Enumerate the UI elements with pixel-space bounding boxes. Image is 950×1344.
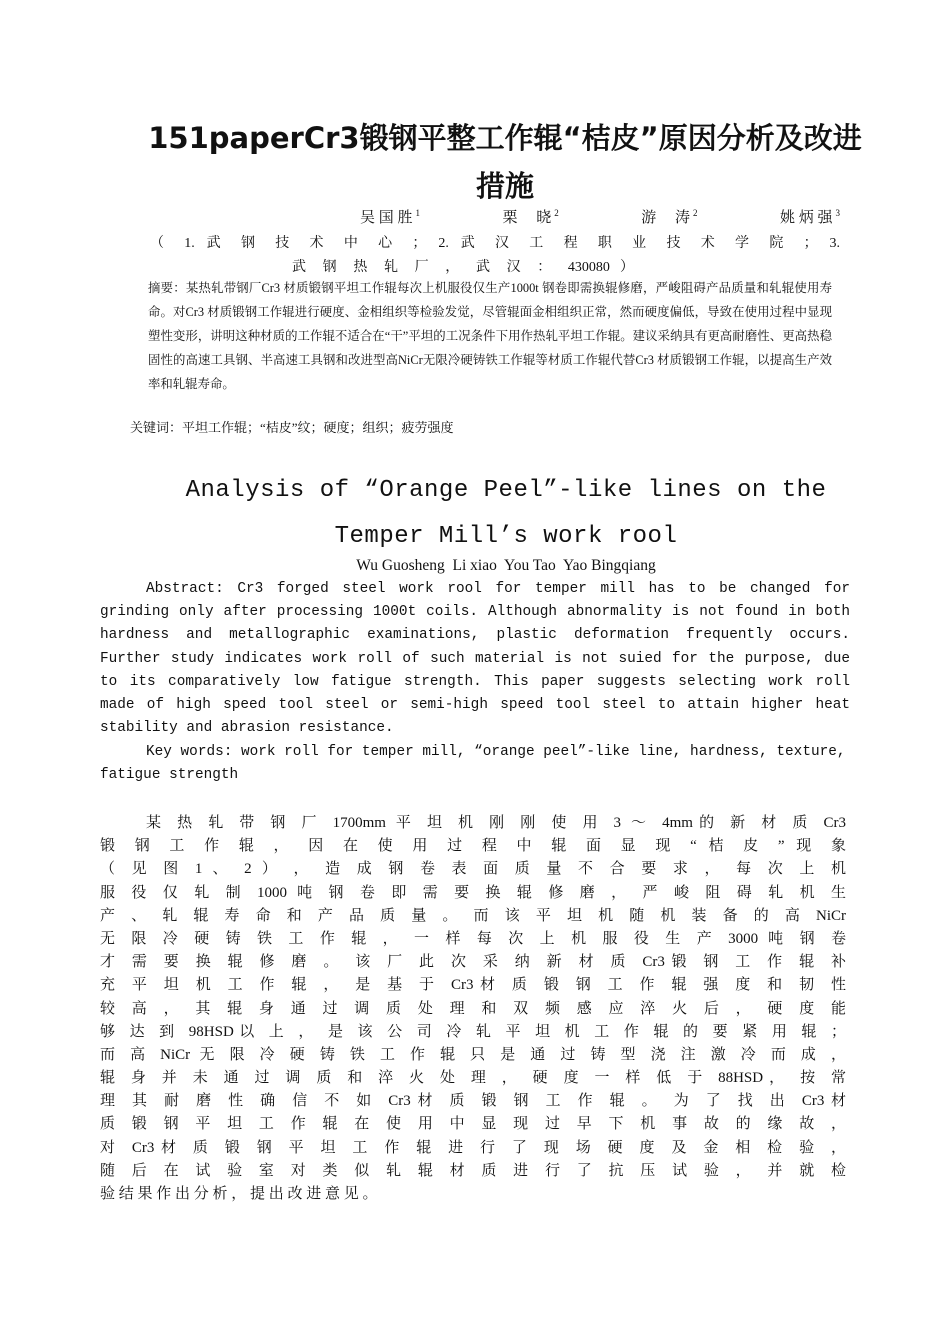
body-line: 而 高 NiCr 无 限 冷 硬 铸 铁 工 作 辊 只 是 通 过 铸 型 浇 注 激 冷 而 成 ， xyxy=(100,1046,846,1063)
chinese-authors xyxy=(360,206,840,227)
body-line: 某 热 轧 带 钢 厂 1700mm 平 坦 机 刚 刚 使 用 3 ～ 4mm的 新 材 质 Cr3 xyxy=(146,815,846,831)
author-3: 游 涛 $^2$ xyxy=(641,208,698,226)
body-line: 产 、 轧 辊 寿 命 和 产 品 质 量 。 而 该 平 坦 机 随 机 装 备 的 高 NiCr xyxy=(100,907,846,924)
english-title: Analysis of “Orange Peel”-like lines on the Temper Mill’s work rool xyxy=(185,477,827,550)
body-line: 对 Cr3材 质 锻 钢 平 坦 工 作 辊 进 行 了 现 场 硬 度 及 金 相 检 验 ， xyxy=(100,1139,846,1156)
body-line: 较 高 ， 其 辊 身 通 过 调 质 处 理 和 双 频 感 应 淬 火 后 ， 硬 度 能 xyxy=(100,1000,846,1017)
body-line: 无 限 冷 硬 铸 铁 工 作 辊 ， 一 样 每 次 上 机 服 役 生 产 3000 吨 钢 卷 xyxy=(100,930,846,947)
body-line: 验 结 果 作 出 分 析 ， 提 出 改 进 意 见 。 xyxy=(100,1186,378,1202)
body-line: 质 锻 钢 平 坦 工 作 辊 在 使 用 中 显 现 过 早 下 机 事 故 的 缘 故 ， xyxy=(100,1116,846,1133)
body-line: 锻 钢 工 作 辊 ， 因 在 使 用 过 程 中 辊 面 显 现 “ 桔 皮 ” 现 象 xyxy=(100,838,846,855)
body-line: 才 需 要 换 辊 修 磨 。 该 厂 此 次 采 纳 新 材 质 Cr3锻 钢 工 作 辊 补 xyxy=(100,954,846,971)
body-paragraph xyxy=(100,812,846,1206)
body-line: 充 平 坦 机 工 作 辊 ， 是 基 于 Cr3材 质 锻 钢 工 作 辊 强 度 和 韧 性 xyxy=(100,977,846,994)
body-line: 服 役 仅 轧 制 1000 吨 钢 卷 即 需 要 换 辊 修 磨 ， 严 峻 阻 碍 轧 机 生 xyxy=(100,884,846,901)
body-line: 够 达 到 98HSD以 上 ， 是 该 公 司 冷 轧 平 坦 机 工 作 辊 的 要 紧 用 辊 ； xyxy=(100,1023,846,1040)
body-line: 辊 身 并 未 通 过 调 质 和 淬 火 处 理 ， 硬 度 一 样 低 于 88HSD， 按 常 xyxy=(100,1070,846,1087)
chinese-title: 151paperCr3锻钢平整工作辊“桔皮”原因分析及改进措施 xyxy=(148,121,862,203)
english-authors: Wu Guosheng Li xiao You Tao Yao Bingqiang xyxy=(356,557,656,574)
author-4: 姚 炳 强 $^3$ xyxy=(779,208,840,226)
chinese-abstract: 摘要：某热轧带钢厂Cr3 材质锻钢平坦工作辊每次上机服役仅生产1000t 钢卷即需换辊修磨，严峻阻碍产品质量和轧辊使用寿命。对Cr3 材质锻钢工作辊进行硬度、金相组织等检验发觉，尽管辊面金相组织正常，然而硬度偏低，导致在使用过程中显现塑性变形，讲明这种材质的工作辊不适合在“干”平坦的工况条件下用作热轧平坦工作辊。建议采纳具有更高耐磨性、更高热稳固性的高速工具钢、半高速工具钢和改进型高NiCr无限冷硬铸铁工作辊等材质工作辊代替Cr3 材质锻钢工作辊，以提高生产效率和轧辊寿命。 xyxy=(148,281,832,391)
body-line: 随 后 在 试 验 室 对 类 似 轧 辊 材 质 进 行 了 抗 压 试 验 ， 并 就 检 xyxy=(100,1162,846,1179)
author-2: 栗 晓 $^2$ xyxy=(502,208,559,226)
author-1: 吴 国 胜 $^1$ xyxy=(360,208,421,226)
english-abstract: Abstract: Cr3 forged steel work rool for temper mill has to be changed for grinding only after processing 1000t coils. Although abnormality is not found in both hardness and metallographic examinations, plastic deformation frequently occurs. Further study indicates work roll of such material is not suied for the purpose, due to its comparatively low fatigue strength. This paper suggests selecting work roll made of high speed tool steel or semi-high speed tool steel to attain higher heat stability and abrasion resistance. xyxy=(100,581,850,737)
body-line: （ 见 图 1 、 2 ） ， 造 成 钢 卷 表 面 质 量 不 合 要 求 ， 每 次 上 机 xyxy=(100,861,846,878)
affiliation-line-1: （ 1. 武 钢 技 术 中 心 ； 2. 武 汉 工 程 职 业 技 术 学 院 ； 3. xyxy=(150,236,840,251)
body-line: 理 其 耐 磨 性 确 信 不 如 Cr3材 质 锻 钢 工 作 辊 。 为 了 找 出 Cr3材 xyxy=(100,1093,846,1110)
chinese-keywords: 关键词：平坦工作辊；“桔皮”纹；硬度；组织；疲劳强度 xyxy=(130,420,454,435)
affiliation-line-2: 武 钢 热 轧 厂 ， 武 汉 ： 430080 ） xyxy=(292,260,634,275)
english-keywords: Key words: work roll for temper mill, “orange peel”-like line, hardness, texture, fatigue strength xyxy=(100,744,846,784)
